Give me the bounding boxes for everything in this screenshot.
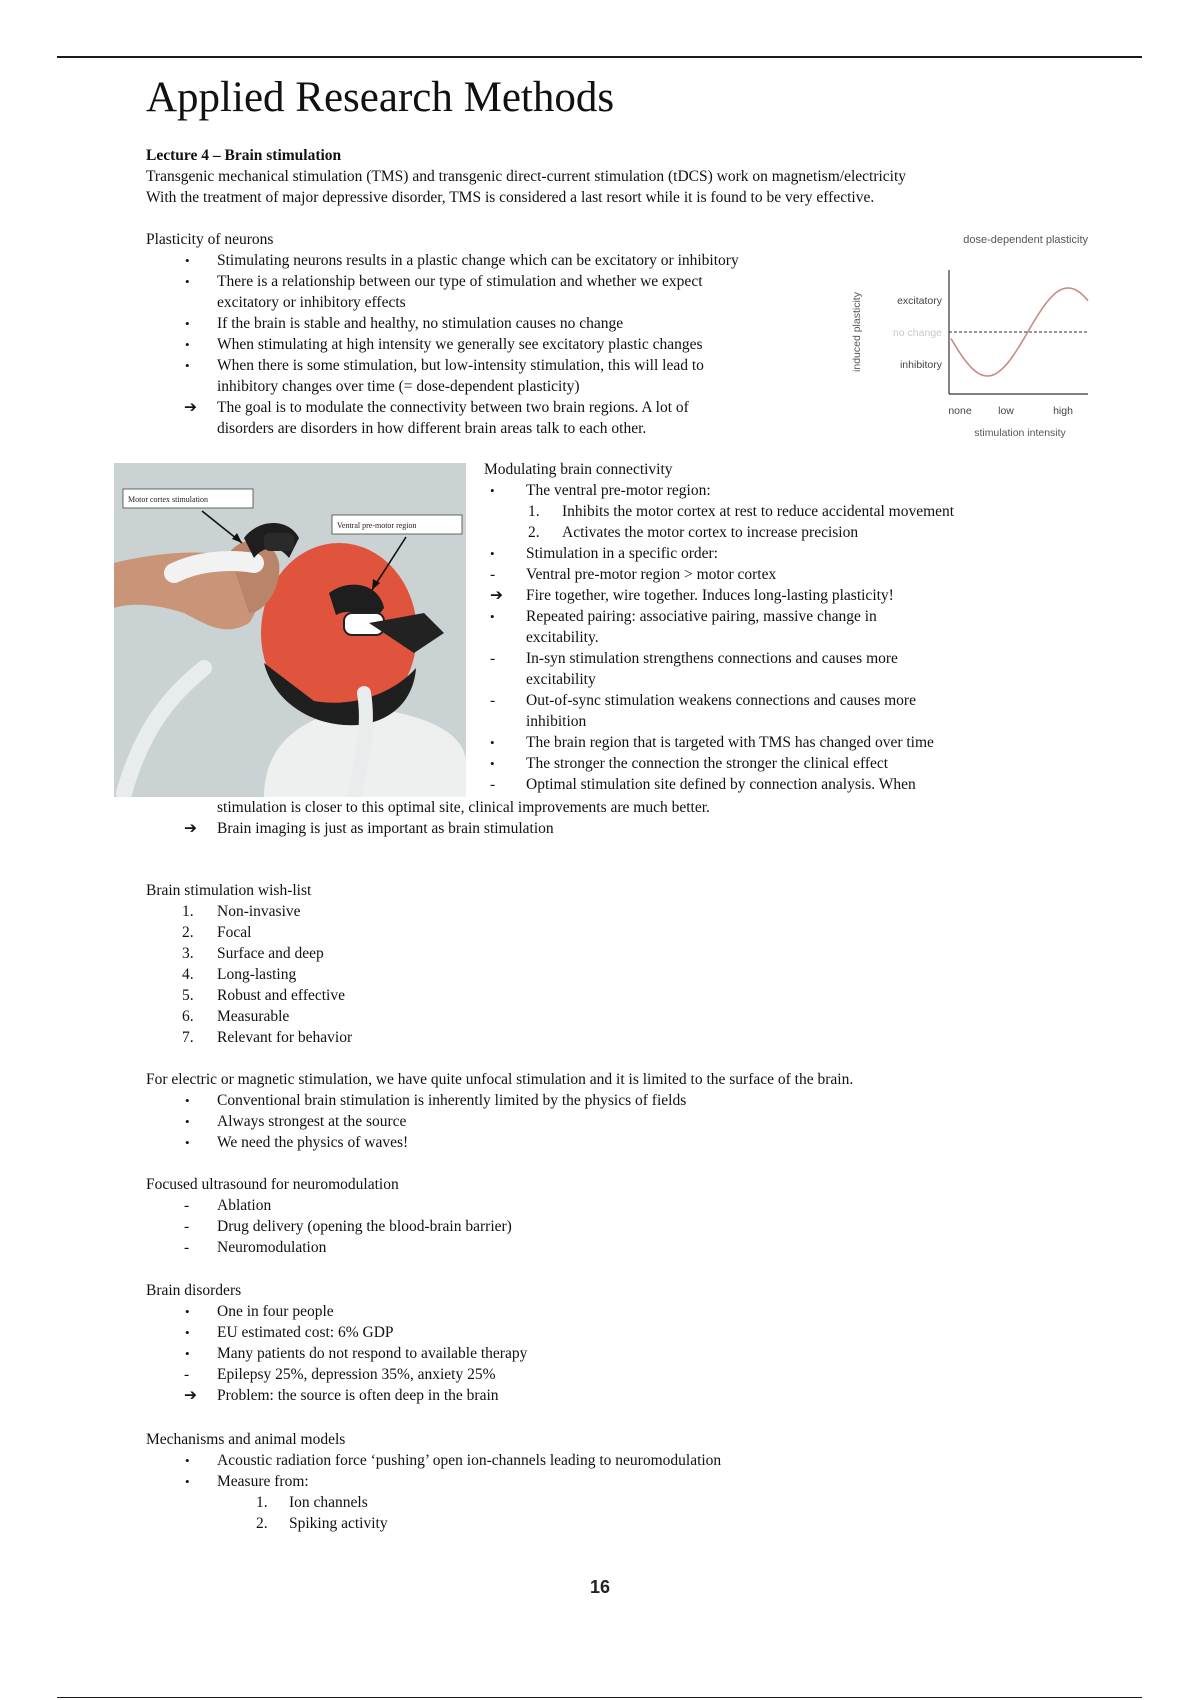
arrow-marker: ➔ (184, 820, 197, 837)
intro-line: Transgenic mechanical stimulation (TMS) and transgenic direct-current stimulation (tDCS) work on magnetism/electricity (146, 168, 907, 185)
plasticity-item (146, 271, 846, 313)
ultrasound-item (146, 1195, 1046, 1216)
list-marker: • (490, 546, 495, 561)
mechanisms-item (146, 1450, 1046, 1471)
list-item-line: If the brain is stable and healthy, no stimulation causes no change (217, 315, 624, 332)
wishlist-item (146, 901, 1046, 922)
list-item-line: excitability (526, 671, 596, 688)
list-item-text: One in four people (217, 1303, 334, 1320)
y-tick-excitatory: excitatory (897, 295, 942, 307)
list-item-line: inhibitory changes over time (= dose-dependent plasticity) (217, 378, 580, 395)
plasticity-section (146, 229, 846, 439)
list-item-text: Many patients do not respond to available therapy (217, 1345, 528, 1362)
list-marker: 2. (528, 524, 540, 541)
plasticity-item (146, 250, 846, 271)
connectivity-heading: Modulating brain connectivity (484, 461, 673, 478)
list-marker: 6. (182, 1008, 194, 1025)
plasticity-item (146, 355, 846, 397)
list-marker: 2. (256, 1515, 268, 1532)
connectivity-list (484, 480, 1144, 795)
list-marker: • (185, 358, 190, 373)
connectivity-subitem (484, 501, 1144, 522)
list-item-text: Measure from: (217, 1473, 309, 1490)
mechanisms-section (146, 1429, 1046, 1534)
list-marker: • (490, 756, 495, 771)
top-rule (57, 56, 1142, 58)
page-number: 16 (589, 1577, 611, 1597)
list-item-line: disorders are disorders in how different brain areas talk to each other. (217, 420, 647, 437)
list-item-line: In-syn stimulation strengthens connections and causes more (526, 650, 898, 667)
wishlist-item (146, 943, 1046, 964)
list-marker: 1. (182, 903, 194, 920)
list-item-text: Measurable (217, 1008, 290, 1025)
mechanisms-subitem (146, 1513, 1046, 1534)
x-tick-none: none (948, 405, 972, 417)
wishlist-item (146, 985, 1046, 1006)
disorders-item (146, 1322, 1046, 1343)
list-item-line: excitatory or inhibitory effects (217, 294, 406, 311)
photo-label-ventral-premotor: Ventral pre-motor region (337, 521, 417, 530)
plasticity-heading: Plasticity of neurons (146, 231, 274, 248)
mechanisms-item (146, 1471, 1046, 1492)
list-item-text: We need the physics of waves! (217, 1134, 409, 1151)
list-item-line: Stimulating neurons results in a plastic change which can be excitatory or inhibitory (217, 252, 739, 269)
disorders-item (146, 1343, 1046, 1364)
list-item-line: inhibition (526, 713, 587, 730)
list-item-text: Non-invasive (217, 903, 301, 920)
connectivity-section (484, 459, 1144, 795)
list-item-text: Conventional brain stimulation is inherently limited by the physics of fields (217, 1092, 687, 1109)
connectivity-item (484, 774, 1144, 795)
plasticity-item (146, 334, 846, 355)
connectivity-item (484, 543, 1144, 564)
electric-section (146, 1069, 1146, 1153)
plasticity-item (146, 397, 846, 439)
list-item-text: Spiking activity (289, 1515, 388, 1532)
disorders-item (146, 1385, 1046, 1406)
mechanisms-subitem (146, 1492, 1046, 1513)
x-tick-low: low (998, 405, 1014, 417)
list-marker: • (185, 1093, 190, 1108)
intro-section (146, 145, 1146, 208)
list-item-text: Always strongest at the source (217, 1113, 407, 1130)
list-marker: 2. (182, 924, 194, 941)
wishlist-item (146, 964, 1046, 985)
list-item-line: The ventral pre-motor region: (526, 482, 711, 499)
figure-xlabel: stimulation intensity (974, 427, 1066, 439)
wishlist-item (146, 922, 1046, 943)
list-marker: • (185, 316, 190, 331)
list-item-line: excitability. (526, 629, 599, 646)
list-marker: • (185, 274, 190, 289)
list-marker: • (185, 253, 190, 268)
list-marker: - (490, 692, 496, 709)
list-item-line: Activates the motor cortex to increase precision (562, 524, 859, 541)
list-marker: 4. (182, 966, 194, 983)
bottom-rule (57, 1697, 1142, 1698)
electric-item (146, 1111, 1146, 1132)
list-marker: - (184, 1366, 190, 1383)
list-item-text: EU estimated cost: 6% GDP (217, 1324, 394, 1341)
list-item-text: Ion channels (289, 1494, 368, 1511)
list-item-text: Long-lasting (217, 966, 297, 983)
list-marker: - (490, 776, 496, 793)
ultrasound-item (146, 1237, 1046, 1258)
disorders-section (146, 1280, 1046, 1406)
electric-list (146, 1090, 1146, 1153)
connectivity-continuation: stimulation is closer to this optimal site, clinical improvements are much better. (217, 799, 710, 816)
mechanisms-heading: Mechanisms and animal models (146, 1431, 346, 1448)
ultrasound-item (146, 1216, 1046, 1237)
list-marker: ➔ (184, 399, 197, 416)
connectivity-item (484, 648, 1144, 690)
connectivity-subitem (484, 522, 1144, 543)
list-marker: • (185, 337, 190, 352)
connectivity-item (484, 564, 1144, 585)
lecture-heading: Lecture 4 – Brain stimulation (146, 147, 342, 164)
page-title: Applied Research Methods (146, 74, 615, 121)
figure-ylabel: induced plasticity (851, 292, 863, 372)
list-marker: - (490, 650, 496, 667)
connectivity-item (484, 690, 1144, 732)
disorders-item (146, 1301, 1046, 1322)
list-item-text: Ablation (217, 1197, 272, 1214)
list-marker: - (184, 1218, 190, 1235)
wishlist-section (146, 880, 1046, 1048)
list-item-line: Ventral pre-motor region > motor cortex (526, 566, 777, 583)
list-item-text: Focal (217, 924, 252, 941)
electric-item (146, 1090, 1146, 1111)
list-item-text: Epilepsy 25%, depression 35%, anxiety 25% (217, 1366, 496, 1383)
list-item-line: Inhibits the motor cortex at rest to reduce accidental movement (562, 503, 955, 520)
list-item-line: Out-of-sync stimulation weakens connections and causes more (526, 692, 916, 709)
disorders-list (146, 1301, 1046, 1406)
list-marker: • (185, 1135, 190, 1150)
list-item-text: Problem: the source is often deep in the brain (217, 1387, 499, 1404)
connectivity-item (484, 753, 1144, 774)
connectivity-arrow-item (146, 818, 1046, 839)
disorders-heading: Brain disorders (146, 1282, 242, 1299)
list-marker: - (184, 1197, 190, 1214)
ultrasound-heading: Focused ultrasound for neuromodulation (146, 1176, 399, 1193)
list-item-line: The brain region that is targeted with TMS has changed over time (526, 734, 934, 751)
list-item-text: Neuromodulation (217, 1239, 327, 1256)
list-marker: • (185, 1114, 190, 1129)
wishlist-list (146, 901, 1046, 1048)
wishlist-heading: Brain stimulation wish-list (146, 882, 312, 899)
list-marker: 3. (182, 945, 194, 962)
list-item-text: Drug delivery (opening the blood-brain barrier) (217, 1218, 512, 1235)
mechanisms-list (146, 1450, 1046, 1492)
list-marker: ➔ (184, 1387, 197, 1404)
list-marker: • (490, 609, 495, 624)
disorders-item (146, 1364, 1046, 1385)
tms-illustration (114, 463, 466, 797)
y-tick-no-change: no change (892, 327, 942, 339)
y-tick-inhibitory: inhibitory (899, 359, 942, 371)
intro-line: With the treatment of major depressive disorder, TMS is considered a last resort while it is found to be very effective. (146, 189, 875, 206)
arrow-text: Brain imaging is just as important as brain stimulation (217, 820, 554, 837)
ultrasound-list (146, 1195, 1046, 1258)
list-item-line: The goal is to modulate the connectivity between two brain regions. A lot of (217, 399, 689, 416)
list-item-line: When stimulating at high intensity we generally see excitatory plastic changes (217, 336, 703, 353)
photo-label-motor-cortex: Motor cortex stimulation (128, 495, 208, 504)
list-item-line: Repeated pairing: associative pairing, massive change in (526, 608, 877, 625)
electric-item (146, 1132, 1146, 1153)
list-item-line: Optimal stimulation site defined by connection analysis. When (526, 776, 916, 793)
connectivity-item (484, 606, 1144, 648)
list-item-text: Relevant for behavior (217, 1029, 353, 1046)
connectivity-item (484, 480, 1144, 501)
wishlist-item (146, 1006, 1046, 1027)
list-marker: 5. (182, 987, 194, 1004)
list-marker: 7. (182, 1029, 194, 1046)
x-tick-high: high (1053, 405, 1073, 417)
list-item-text: Robust and effective (217, 987, 345, 1004)
list-marker: • (185, 1346, 190, 1361)
list-marker: 1. (256, 1494, 268, 1511)
list-item-line: Fire together, wire together. Induces long-lasting plasticity! (526, 587, 894, 604)
list-marker: • (490, 735, 495, 750)
list-marker: • (185, 1474, 190, 1489)
list-item-line: The stronger the connection the stronger the clinical effect (526, 755, 889, 772)
figure-title: dose-dependent plasticity (963, 234, 1088, 246)
list-item-line: When there is some stimulation, but low-intensity stimulation, this will lead to (217, 357, 704, 374)
list-item-line: Stimulation in a specific order: (526, 545, 718, 562)
list-marker: • (185, 1453, 190, 1468)
list-item-text: Acoustic radiation force ‘pushing’ open ion-channels leading to neuromodulation (217, 1452, 722, 1469)
list-marker: ➔ (490, 587, 503, 604)
list-marker: • (185, 1325, 190, 1340)
list-marker: • (185, 1304, 190, 1319)
wishlist-item (146, 1027, 1046, 1048)
tms-photo (114, 463, 466, 797)
list-item-text: Surface and deep (217, 945, 324, 962)
electric-heading: For electric or magnetic stimulation, we have quite unfocal stimulation and it is limited to the surface of the brain. (146, 1071, 854, 1088)
list-marker: - (490, 566, 496, 583)
list-marker: • (490, 483, 495, 498)
dose-plasticity-figure (848, 228, 1096, 448)
connectivity-item (484, 732, 1144, 753)
list-marker: 1. (528, 503, 540, 520)
list-item-line: There is a relationship between our type of stimulation and whether we expect (217, 273, 703, 290)
plasticity-list (146, 250, 846, 439)
plasticity-item (146, 313, 846, 334)
ultrasound-section (146, 1174, 1046, 1258)
mechanisms-sublist (146, 1492, 1046, 1534)
list-marker: - (184, 1239, 190, 1256)
connectivity-item (484, 585, 1144, 606)
